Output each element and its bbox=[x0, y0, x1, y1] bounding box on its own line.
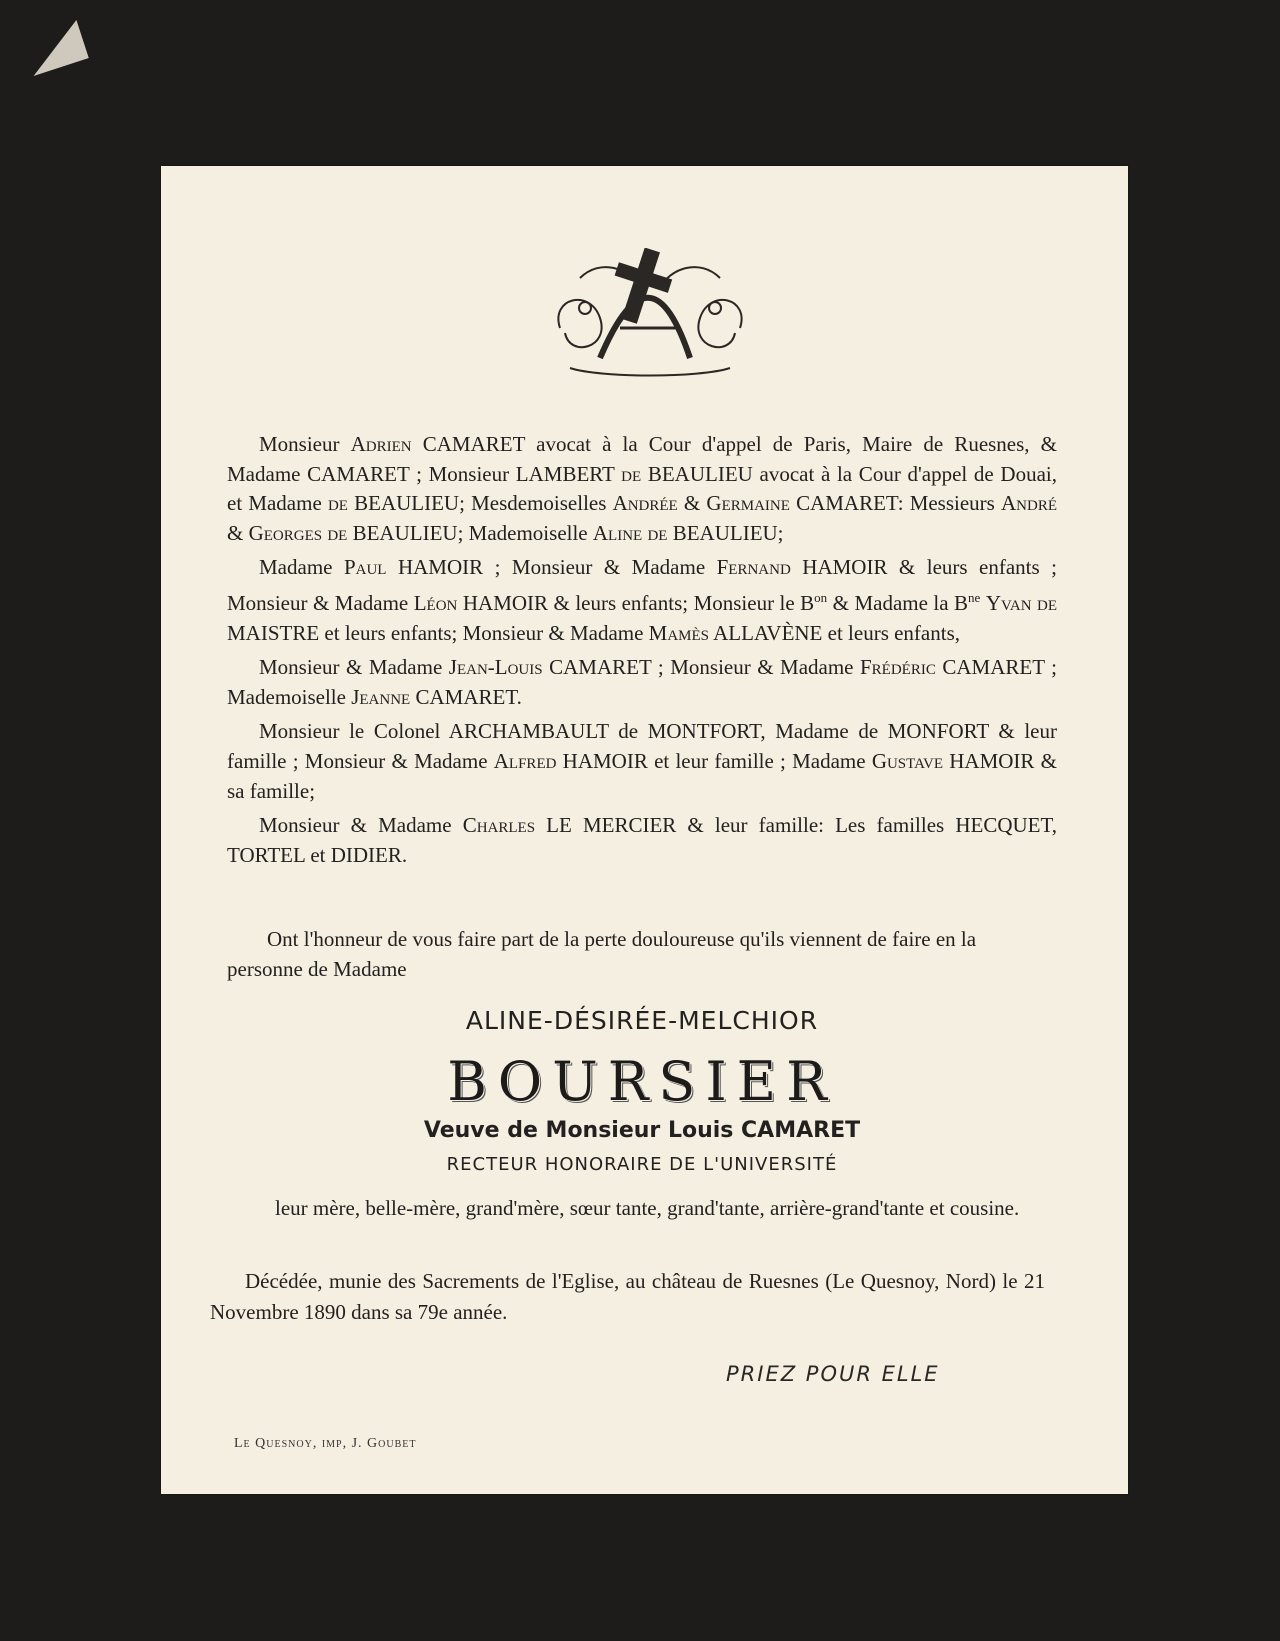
text-run: Frédéric bbox=[860, 655, 936, 680]
text-run: Gustave bbox=[871, 748, 944, 773]
text-run: Yvan de bbox=[985, 590, 1058, 615]
text-run: de bbox=[621, 461, 642, 486]
text-run: CAMARET. bbox=[410, 684, 522, 709]
text-run: André bbox=[1001, 491, 1058, 516]
text-run: on bbox=[814, 589, 828, 605]
text-run: Monsieur & Madame bbox=[259, 655, 449, 680]
text-run: Georges de bbox=[248, 520, 348, 545]
text-run: de bbox=[327, 491, 348, 516]
text-run: Monsieur & Madame bbox=[259, 813, 463, 838]
text-run: HAMOIR ; Monsieur & Madame bbox=[386, 555, 717, 580]
text-run: CAMARET ; Monsieur & Madame bbox=[542, 655, 860, 680]
text-run: Monsieur le Colonel ARCHAMBAULT de MONTFORT, Madame de MONFORT & leur famille ; Monsieur & Madame bbox=[227, 719, 1057, 773]
prayer-request: PRIEZ POUR ELLE bbox=[726, 1362, 940, 1386]
death-paragraph bbox=[210, 1266, 1045, 1328]
husband-title: RECTEUR HONORAIRE DE L'UNIVERSITÉ bbox=[446, 1154, 838, 1175]
relationship-paragraph bbox=[210, 1193, 1045, 1224]
text-run: & bbox=[227, 520, 249, 545]
text-run: BEAULIEU; Mademoiselle bbox=[347, 520, 593, 545]
deceased-surname: BOURSIER bbox=[447, 1050, 837, 1113]
text-run: ne bbox=[968, 589, 981, 605]
text-run: HAMOIR & leurs enfants ; Monsieur & Madame bbox=[227, 555, 1057, 615]
text-run: Adrien bbox=[350, 432, 412, 456]
text-run: Charles bbox=[462, 813, 536, 838]
monogram-cross-ornament bbox=[540, 248, 760, 382]
text-run: Mamès bbox=[648, 620, 710, 645]
text-run: Paul bbox=[343, 555, 387, 580]
text-run: Fernand bbox=[716, 555, 791, 580]
family-paragraph bbox=[227, 653, 1057, 712]
widow-of-line: Veuve de Monsieur Louis CAMARET bbox=[423, 1118, 861, 1143]
family-paragraph bbox=[227, 430, 1057, 548]
text-run: Jean-Louis bbox=[448, 655, 543, 680]
family-paragraph bbox=[227, 811, 1057, 870]
text-run: HAMOIR et leur famille ; Madame bbox=[556, 748, 872, 773]
family-paragraph bbox=[227, 717, 1057, 806]
text-run: BEAULIEU; Mesdemoiselles bbox=[347, 491, 613, 516]
text-run: Andrée bbox=[612, 491, 678, 516]
text-run: Aline de bbox=[592, 520, 668, 545]
text-run: CAMARET avocat à la Cour d'appel de Paris, Maire de Ruesnes, & Madame CAMARET ; Monsieur LAMBERT bbox=[227, 432, 1058, 486]
text-run: CAMARET ; Mademoiselle bbox=[227, 655, 1057, 709]
text-run: BEAULIEU avocat à la Cour d'appel de Douai, et Madame bbox=[227, 461, 1057, 516]
family-list bbox=[227, 430, 1057, 875]
text-run: ALLAVÈNE et leurs enfants, bbox=[709, 620, 961, 645]
text-run: & bbox=[677, 491, 707, 516]
text-run: Léon bbox=[413, 590, 458, 615]
text-run: Alfred bbox=[493, 748, 557, 773]
text-run: HAMOIR & leurs enfants; Monsieur le B bbox=[457, 590, 815, 615]
printer-credit: Le Quesnoy, imp, J. Goubet bbox=[234, 1436, 417, 1451]
text-run: Monsieur bbox=[259, 432, 351, 456]
text-run: Jeanne bbox=[351, 684, 411, 709]
relationship-text: leur mère, belle-mère, grand'mère, sœur tante, grand'tante, arrière-grand'tante et cousine. bbox=[275, 1196, 1020, 1220]
death-text: Décédée, munie des Sacrements de l'Eglise, au château de Ruesnes (Le Quesnoy, Nord) le 21 Novembre 1890 dans sa 79e année. bbox=[210, 1269, 1045, 1324]
text-run: & Madame la B bbox=[827, 590, 969, 615]
text-run: BEAULIEU; bbox=[667, 520, 784, 545]
text-run: Germaine bbox=[706, 491, 790, 516]
intro-text: Ont l'honneur de vous faire part de la perte douloureuse qu'ils viennent de faire en la personne de Madame bbox=[227, 927, 977, 981]
family-paragraph bbox=[227, 553, 1057, 648]
intro-paragraph bbox=[227, 925, 1057, 984]
text-run: HAMOIR & sa famille; bbox=[227, 748, 1057, 803]
text-run: Madame bbox=[259, 555, 344, 580]
text-run: CAMARET: Messieurs bbox=[789, 491, 1002, 516]
text-run: LE MERCIER & leur famille: Les familles HECQUET, TORTEL et DIDIER. bbox=[227, 813, 1057, 867]
text-run: MAISTRE et leurs enfants; Monsieur & Madame bbox=[227, 620, 649, 645]
deceased-given-names: ALINE-DÉSIRÉE-MELCHIOR bbox=[465, 1006, 819, 1035]
